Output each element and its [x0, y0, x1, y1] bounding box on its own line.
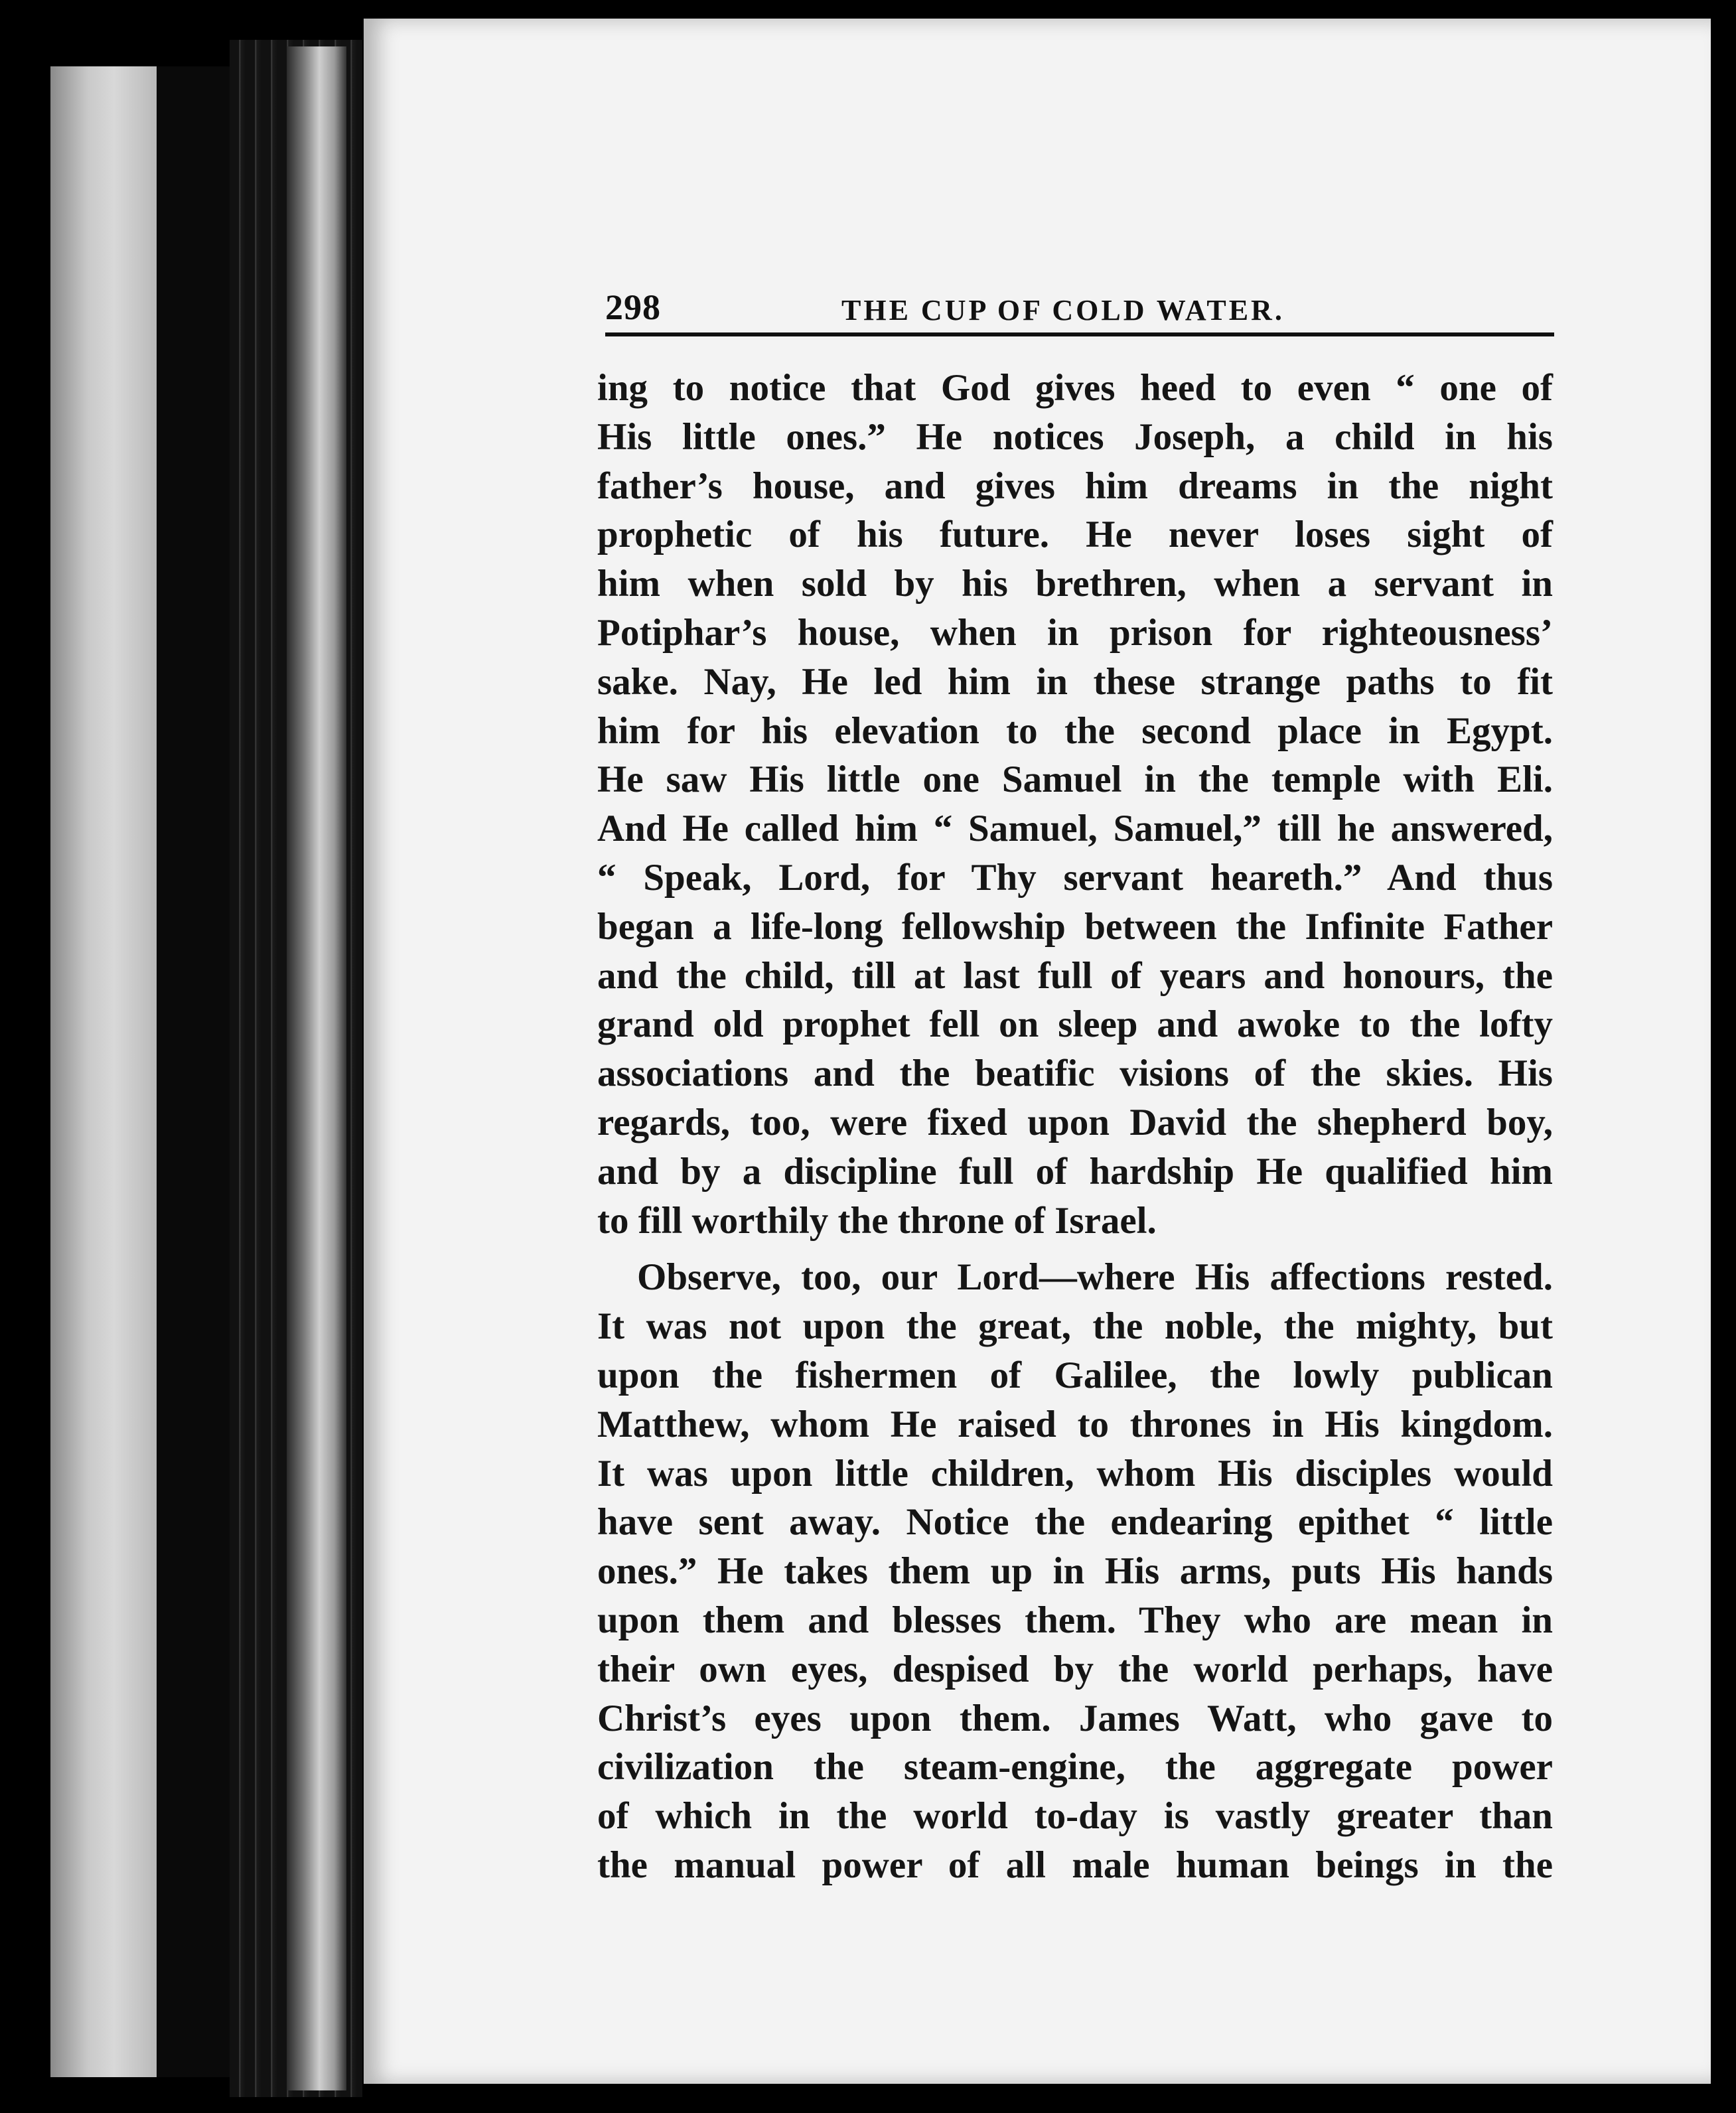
text-line: began a life-long fellowship between the Infinite Father	[597, 905, 1553, 948]
scan-border	[1711, 13, 1736, 2113]
text-line: It was upon little children, whom His disciples would	[597, 1452, 1553, 1494]
book-binding-shadow	[157, 66, 230, 2077]
text-line: Observe, too, our Lord—where His affections rested.	[637, 1256, 1553, 1299]
text-line: And He called him “ Samuel, Samuel,” till he answered,	[597, 808, 1553, 850]
text-line: It was not upon the great, the noble, the mighty, but	[597, 1305, 1553, 1348]
text-line: him for his elevation to the second place in Egypt.	[597, 709, 1553, 752]
text-line: civilization the steam-engine, the aggregate power	[597, 1746, 1553, 1788]
text-line: “ Speak, Lord, for Thy servant heareth.” And thus	[597, 856, 1553, 899]
text-line: Christ’s eyes upon them. James Watt, who gave to	[597, 1697, 1553, 1739]
paragraph-2	[597, 1253, 1553, 1889]
text-line: and by a discipline full of hardship He qualified him	[597, 1150, 1553, 1193]
text-line: their own eyes, despised by the world perhaps, have	[597, 1648, 1553, 1690]
text-line: father’s house, and gives him dreams in the night	[597, 465, 1553, 507]
header-rule	[605, 332, 1554, 336]
book-fore-edge	[50, 66, 157, 2077]
text-line: grand old prophet fell on sleep and awoke to the lofty	[597, 1003, 1553, 1046]
paragraph-1	[597, 364, 1553, 1245]
text-line: have sent away. Notice the endearing epithet “ little	[597, 1501, 1553, 1544]
text-line: and the child, till at last full of years and honours, the	[597, 954, 1553, 997]
text-line: associations and the beatific visions of the skies. His	[597, 1053, 1553, 1095]
text-line: him when sold by his brethren, when a servant in	[597, 563, 1553, 605]
running-head	[605, 284, 1554, 337]
text-line: regards, too, were fixed upon David the shepherd boy,	[597, 1101, 1553, 1143]
text-line: to fill worthily the throne of Israel.	[597, 1199, 1157, 1242]
text-line: upon the fishermen of Galilee, the lowly publican	[597, 1354, 1553, 1396]
running-title: THE CUP OF COLD WATER.	[841, 294, 1285, 327]
text-line: ing to notice that God gives heed to even “ one of	[597, 367, 1553, 409]
text-line: Potiphar’s house, when in prison for righteousness’	[597, 611, 1553, 654]
text-line: prophetic of his future. He never loses sight of	[597, 514, 1553, 556]
text-line: His little ones.” He notices Joseph, a child in his	[597, 415, 1553, 458]
text-line: ones.” He takes them up in His arms, puts His hands	[597, 1550, 1553, 1593]
text-line: of which in the world to-day is vastly greater than	[597, 1795, 1553, 1838]
page-number: 298	[605, 287, 661, 327]
text-line: sake. Nay, He led him in these strange paths to fit	[597, 660, 1553, 703]
page-stack-highlight	[287, 46, 346, 2090]
body-text	[597, 364, 1553, 1890]
text-line: the manual power of all male human beings in the	[597, 1844, 1553, 1886]
text-line: upon them and blesses them. They who are mean in	[597, 1599, 1553, 1641]
text-line: Matthew, whom He raised to thrones in His kingdom.	[597, 1403, 1553, 1445]
text-line: He saw His little one Samuel in the temple with Eli.	[597, 759, 1553, 801]
